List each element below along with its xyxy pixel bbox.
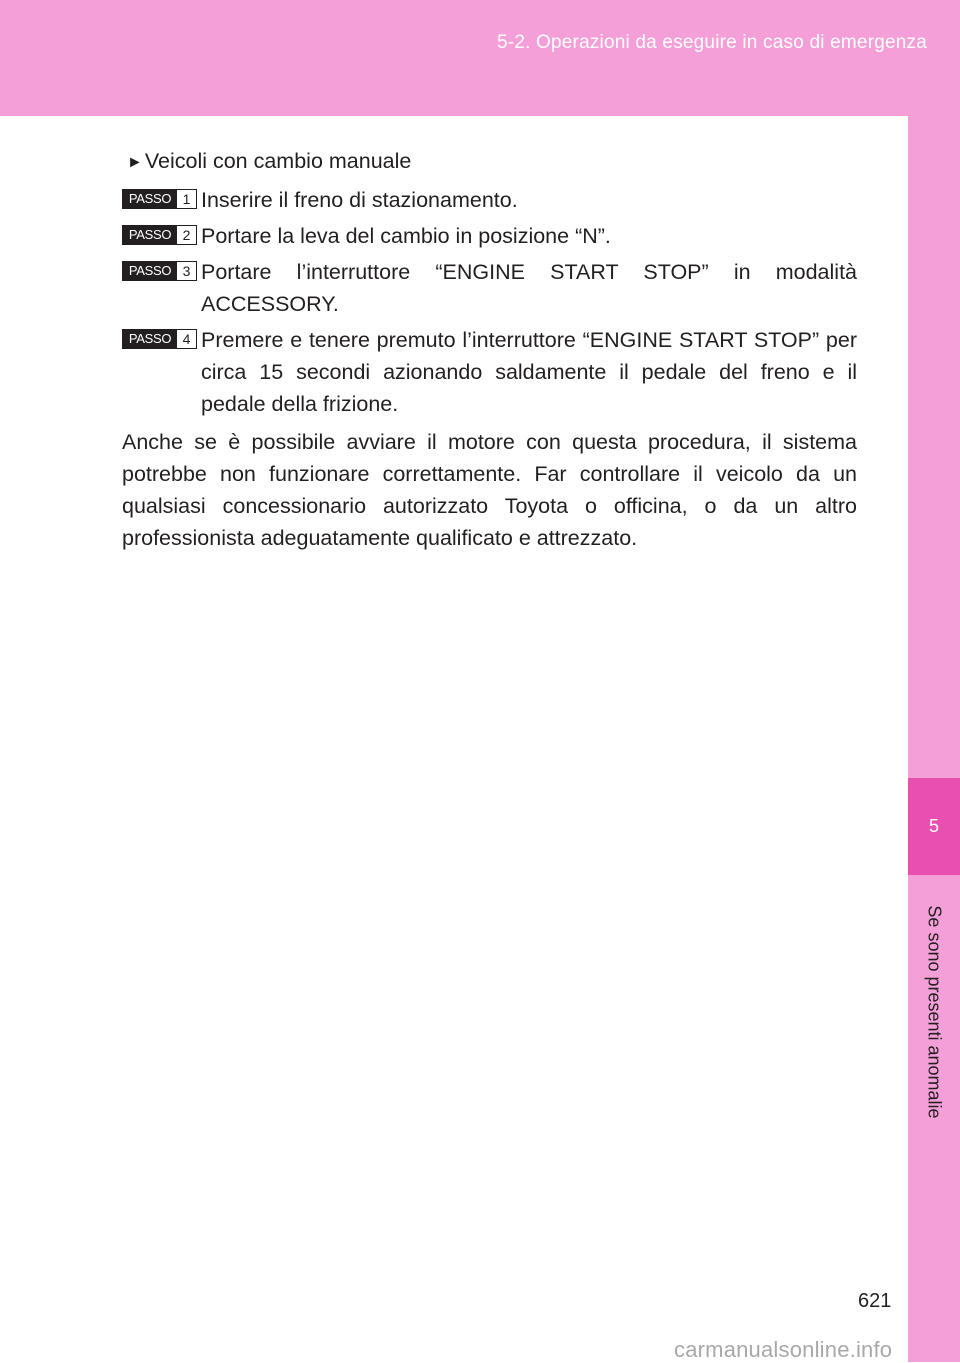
- subheading: [127, 145, 857, 180]
- page-header: [0, 0, 960, 116]
- step-badge: [122, 329, 197, 349]
- step-badge-number: 3: [177, 262, 196, 280]
- subheading-text: Veicoli con cambio manuale: [144, 149, 412, 173]
- step-badge-number: 4: [177, 330, 196, 348]
- page-number: 621: [858, 1290, 892, 1312]
- chapter-number: 5: [908, 778, 960, 875]
- step-badge-word: PASSO: [123, 330, 177, 348]
- step-4: [122, 324, 857, 420]
- step-badge-word: PASSO: [123, 190, 177, 208]
- step-3: [122, 256, 857, 320]
- step-text: Portare la leva del cambio in posizione “N”.: [201, 224, 611, 248]
- step-badge: [122, 261, 197, 281]
- section-title: 5-2. Operazioni da eseguire in caso di emergenza: [497, 32, 927, 53]
- step-badge-number: 1: [177, 190, 196, 208]
- step-badge: [122, 189, 197, 209]
- watermark: carmanualsonline.info: [674, 1337, 893, 1362]
- step-text: Inserire il freno di stazionamento.: [201, 188, 518, 212]
- body-paragraph: Anche se è possibile avviare il motore con questa procedura, il sistema potrebbe non funzionare correttamente. Far controllare il veicolo da un qualsiasi concessionario autorizzato Toyota o officina, o da un altro professionista adeguatamente qualificato e attrezzato.: [122, 430, 857, 550]
- step-badge-word: PASSO: [123, 262, 177, 280]
- step-badge-number: 2: [177, 226, 196, 244]
- triangle-right-icon: ►: [127, 154, 143, 171]
- step-2: [122, 220, 857, 252]
- step-text: Portare l’interruttore “ENGINE START STOP” in modalità ACCESSORY.: [201, 260, 857, 316]
- page-content: [122, 145, 857, 554]
- step-badge-word: PASSO: [123, 226, 177, 244]
- step-badge: [122, 225, 197, 245]
- chapter-side-tab: [908, 116, 960, 1362]
- chapter-label: Se sono presenti anomalie: [924, 905, 945, 1119]
- step-1: [122, 184, 857, 216]
- step-text: Premere e tenere premuto l’interruttore “ENGINE START STOP” per circa 15 secondi azionando saldamente il pedale del freno e il pedale della frizione.: [201, 328, 857, 416]
